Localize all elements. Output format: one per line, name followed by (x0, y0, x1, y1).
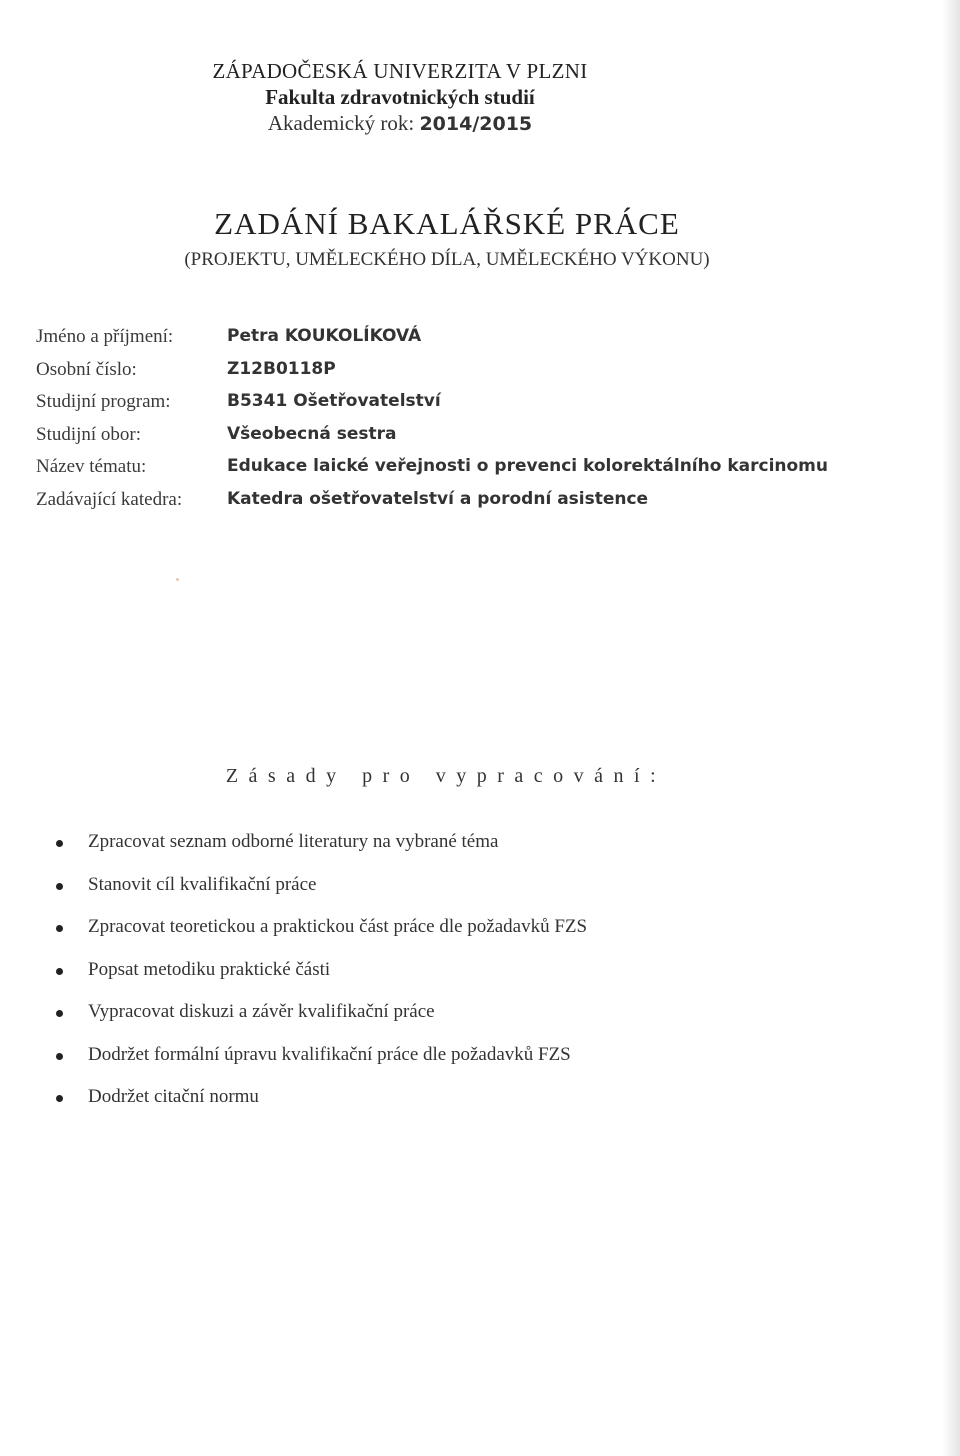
field-label: Zadávající katedra: (36, 488, 183, 510)
page-edge-shadow (942, 0, 960, 1456)
document-header (0, 58, 800, 137)
bullet-icon (56, 968, 63, 975)
list-item-text: Popsat metodiku praktické části (88, 958, 331, 980)
field-value: Z12B0118P (227, 358, 336, 379)
academic-year-value: 2014/2015 (419, 113, 533, 135)
bullet-icon (56, 1095, 63, 1102)
academic-year-label: Akademický rok: (267, 111, 415, 135)
university-name: ZÁPADOČESKÁ UNIVERZITA V PLZNI (212, 59, 588, 83)
document-title: ZADÁNÍ BAKALÁŘSKÉ PRÁCE (214, 206, 680, 241)
list-item-text: Dodržet citační normu (88, 1086, 259, 1107)
principles-heading: Zásady pro vypracování: (225, 765, 667, 787)
bullet-icon (56, 1010, 63, 1017)
faculty-name: Fakulta zdravotnických studií (265, 85, 535, 109)
field-label: Studijní obor: (36, 423, 142, 445)
document-title-block (0, 205, 894, 273)
document-subtitle: (PROJEKTU, UMĚLECKÉHO DÍLA, UMĚLECKÉHO VÝKONU) (184, 249, 710, 270)
field-value: Edukace laické veřejnosti o prevenci kolorektálního karcinomu (227, 456, 829, 476)
list-item-text: Zpracovat seznam odborné literatury na vybrané téma (88, 831, 499, 852)
bullet-icon (56, 1053, 63, 1060)
academic-year (0, 110, 800, 137)
list-item-text: Zpracovat teoretickou a praktickou část práce dle požadavků FZS (88, 916, 588, 937)
bullet-icon (56, 925, 63, 932)
scan-speck (176, 578, 179, 581)
field-value: Katedra ošetřovatelství a porodní asistence (227, 488, 649, 509)
list-item-text: Stanovit cíl kvalifikační práce (88, 873, 317, 895)
list-item-text: Vypracovat diskuzi a závěr kvalifikační práce (88, 1001, 435, 1022)
field-value: B5341 Ošetřovatelství (227, 391, 441, 411)
field-label: Název tématu: (36, 456, 147, 477)
field-label: Osobní číslo: (36, 358, 137, 380)
field-value: Všeobecná sestra (227, 423, 397, 444)
bullet-icon (56, 883, 63, 890)
field-label: Studijní program: (36, 391, 171, 412)
field-value: Petra KOUKOLÍKOVÁ (227, 326, 422, 346)
list-item-text: Dodržet formální úpravu kvalifikační práce dle požadavků FZS (88, 1043, 571, 1065)
field-label: Jméno a příjmení: (36, 326, 174, 347)
bullet-icon (56, 840, 63, 847)
